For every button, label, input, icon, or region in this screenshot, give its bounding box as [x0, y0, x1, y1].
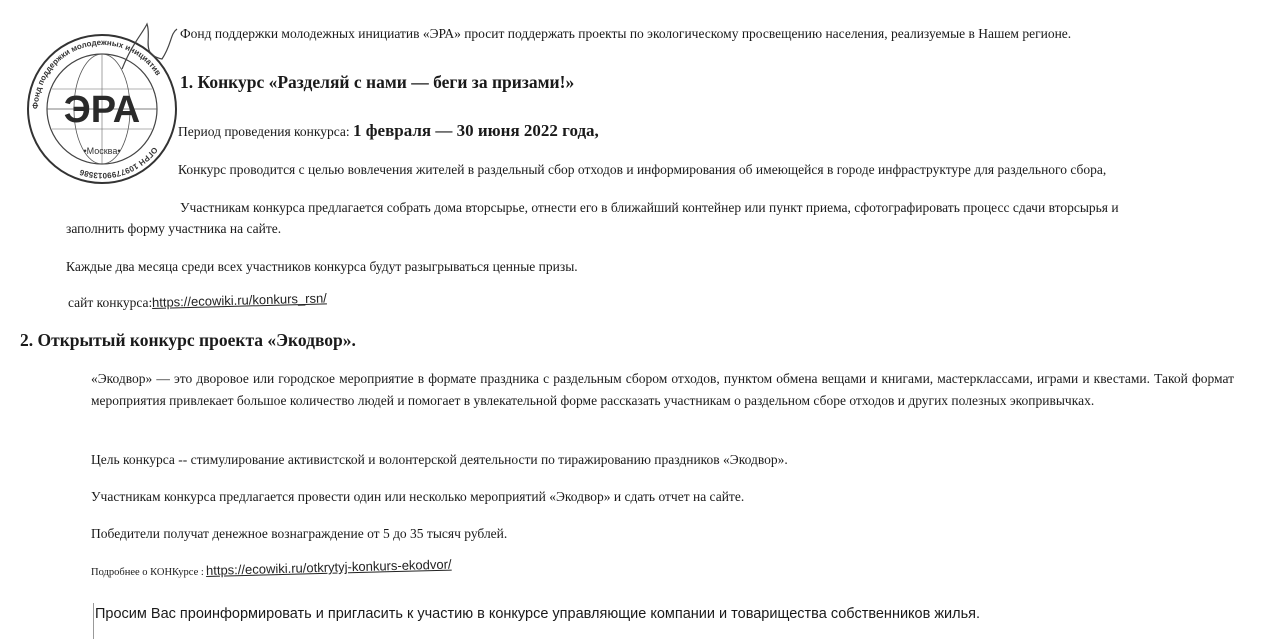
contest2-description: «Экодвор» — это дворовое или городское мероприятие в формате праздника с раздельным сбором отходов, пунктом обмена вещами и книгами, мастерклассами, играми и квестами. Такой формат мероприятия привлекает большое количество людей и помогает в увлекательной форме рассказать участникам о раздельном сборе отходов и других полезных экопривычках.	[91, 371, 1234, 408]
contest2-title: 2. Открытый конкурс проекта «Экодвор».	[20, 330, 356, 350]
intro-text: Фонд поддержки молодежных инициатив «ЭРА» просит поддержать проекты по экологическому просвещению населения, реализуемые в Нашем регионе.	[180, 26, 1072, 41]
margin-divider	[93, 603, 94, 639]
contest2-task: Участникам конкурса предлагается провести один или несколько мероприятий «Экодвор» и сдать отчет на сайте.	[91, 489, 745, 504]
contest2-more	[91, 556, 453, 580]
stamp-ogrn-text: ОГРН 1097799013586	[78, 145, 160, 181]
period-label: Период проведения конкурса:	[178, 124, 354, 139]
contest1-site-link[interactable]: https://ecowiki.ru/konkurs_rsn/	[152, 290, 328, 310]
closing-request: Просим Вас проинформировать и пригласить к участию в конкурсе управляющие компании и товарищества собственников жилья.	[95, 606, 981, 622]
organization-stamp	[12, 14, 192, 194]
contest1-task-line1: Участникам конкурса предлагается собрать дома вторсырье, отнести его в ближайший контейнер или пункт приема, сфотографировать процесс сдачи вторсырья и	[180, 200, 1119, 215]
stamp-city-text: •Москва•	[83, 146, 121, 156]
contest1-task-line2: заполнить форму участника на сайте.	[66, 221, 282, 236]
contest2-reward: Победители получат денежное вознаграждение от 5 до 35 тысяч рублей.	[91, 526, 508, 541]
stamp-center-text: ЭРА	[63, 89, 141, 131]
more-label: Подробнее о КОНКурсе :	[91, 567, 207, 578]
contest1-goal: Конкурс проводится с целью вовлечения жителей в раздельный сбор отходов и информирования об имеющейся в городе инфраструктуре для раздельного сбора,	[178, 162, 1107, 177]
period-value: 1 февраля — 30 июня 2022 года,	[353, 121, 599, 140]
site-label: сайт конкурса:	[68, 295, 153, 310]
contest1-prizes: Каждые два месяца среди всех участников конкурса будут разыгрываться ценные призы.	[66, 259, 578, 274]
contest2-more-link[interactable]: https://ecowiki.ru/otkrytyj-konkurs-ekodvor/	[206, 556, 453, 578]
stamp-ring-text: Фонд поддержки молодежных инициатив	[30, 37, 163, 110]
contest2-goal: Цель конкурса -- стимулирование активистской и волонтерской деятельности по тиражированию праздников «Экодвор».	[91, 452, 788, 467]
contest1-title: 1. Конкурс «Разделяй с нами — беги за призами!»	[180, 72, 575, 92]
contest1-period	[178, 121, 599, 141]
contest1-site	[68, 290, 328, 311]
